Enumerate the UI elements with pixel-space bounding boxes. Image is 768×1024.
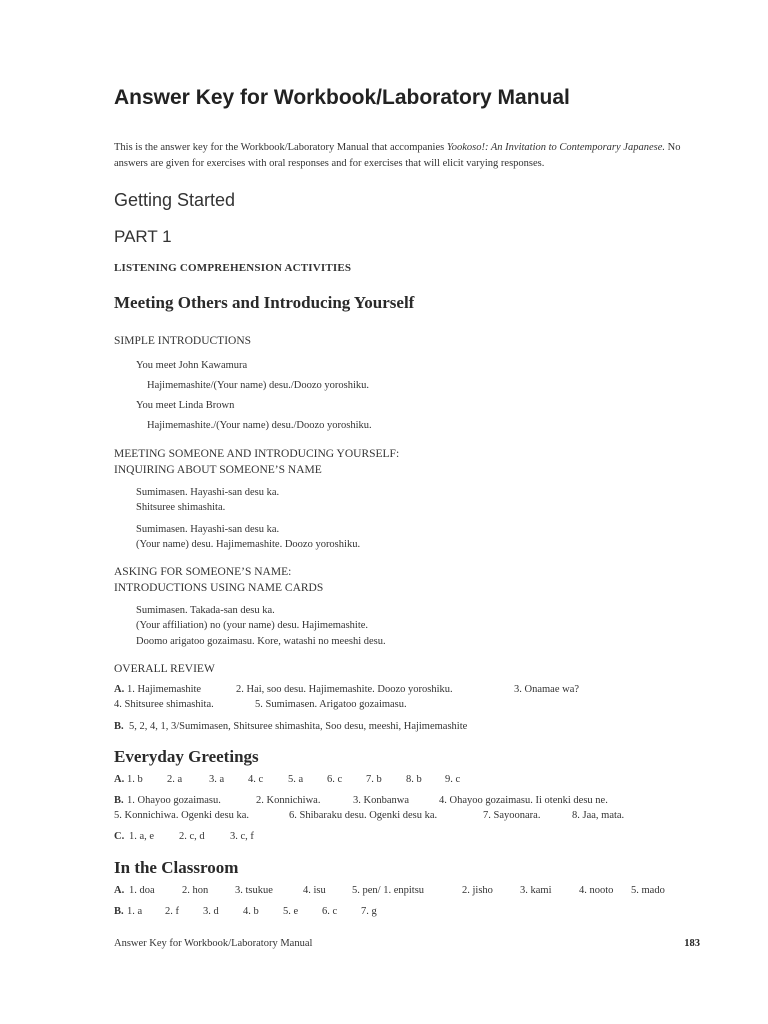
answer-item: 2. Konnichiwa.: [256, 795, 321, 806]
asking-line: Doomo arigatoo gozaimasu. Kore, watashi no meeshi desu.: [136, 636, 386, 647]
footer-title: Answer Key for Workbook/Laboratory Manual: [114, 938, 313, 949]
answer-item: 5. a: [288, 774, 304, 785]
answer-item: 7. g: [361, 906, 377, 917]
page-number: 183: [684, 938, 700, 949]
answer-item: 8. Jaa, mata.: [572, 810, 625, 821]
classroom-heading: In the Classroom: [114, 858, 239, 877]
greetings-b-row-1: [114, 795, 704, 810]
answer-item: 5. pen/ 1. enpitsu: [352, 885, 425, 896]
answer-item: 2. hon: [182, 885, 209, 896]
answer-item: 3. Onamae wa?: [514, 684, 580, 695]
answer-item: 7. b: [366, 774, 382, 785]
answer-item: 6. c: [322, 906, 338, 917]
review-b-row: [114, 721, 704, 736]
answer-item: 2. f: [165, 906, 179, 917]
page-title: Answer Key for Workbook/Laboratory Manual: [114, 86, 570, 109]
document-page: [114, 0, 704, 1024]
simple-intro-line: You meet John Kawamura: [136, 360, 248, 371]
intro-text-1: This is the answer key for the Workbook/Laboratory Manual that accompanies: [114, 142, 447, 153]
meeting-someone-line: Shitsuree shimashita.: [136, 502, 226, 513]
intro-text-2: No answers are given for exercises with oral responses and for exercises that will elicit varying responses.: [114, 142, 681, 169]
simple-intro-line: Hajimemashite./(Your name) desu./Doozo yoroshiku.: [147, 420, 372, 431]
meeting-someone-line: (Your name) desu. Hajimemashite. Doozo yoroshiku.: [136, 539, 361, 550]
answer-item: 5, 2, 4, 1, 3/Sumimasen, Shitsuree shimashita, Soo desu, meeshi, Hajimemashite: [129, 721, 468, 732]
meeting-someone-line: Sumimasen. Hayashi-san desu ka.: [136, 487, 280, 498]
answer-item: 8. b: [406, 774, 422, 785]
review-b-label: B.: [114, 721, 124, 732]
greetings-b-row-2: [114, 810, 704, 825]
classroom-a-row: [114, 885, 704, 900]
answer-item: 7. Sayoonara.: [483, 810, 541, 821]
answer-item: 4. isu: [303, 885, 326, 896]
section-label: LISTENING COMPREHENSION ACTIVITIES: [114, 262, 352, 274]
review-heading: OVERALL REVIEW: [114, 663, 215, 675]
answer-item: 5. Konnichiwa. Ogenki desu ka.: [114, 810, 250, 821]
answer-item: 5. e: [283, 906, 299, 917]
greetings-a-label: A.: [114, 774, 125, 785]
meeting-someone-line: Sumimasen. Hayashi-san desu ka.: [136, 524, 280, 535]
answer-item: 1. Hajimemashite: [127, 684, 202, 695]
answer-item: 1. doa: [129, 885, 155, 896]
answer-item: 2. Hai, soo desu. Hajimemashite. Doozo yoroshiku.: [236, 684, 453, 695]
review-a-row-1: [114, 684, 704, 699]
simple-intro-line: You meet Linda Brown: [136, 400, 235, 411]
greetings-c-label: C.: [114, 831, 125, 842]
answer-item: 6. Shibaraku desu. Ogenki desu ka.: [289, 810, 438, 821]
simple-intro-heading: SIMPLE INTRODUCTIONS: [114, 335, 252, 347]
meeting-heading: Meeting Others and Introducing Yourself: [114, 293, 415, 312]
asking-line: (Your affiliation) no (your name) desu. Hajimemashite.: [136, 620, 369, 631]
answer-item: 5. mado: [631, 885, 665, 896]
answer-item: 3. a: [209, 774, 225, 785]
asking-heading-2: INTRODUCTIONS USING NAME CARDS: [114, 582, 324, 594]
answer-item: 3. d: [203, 906, 219, 917]
greetings-a-row: [114, 774, 704, 789]
answer-item: 3. kami: [520, 885, 552, 896]
answer-item: 2. jisho: [462, 885, 493, 896]
part-heading: PART 1: [114, 227, 172, 246]
answer-item: 4. Shitsuree shimashita.: [114, 699, 214, 710]
answer-item: 1. a: [127, 906, 143, 917]
answer-item: 1. a, e: [129, 831, 155, 842]
answer-item: 4. Ohayoo gozaimasu. Ii otenki desu ne.: [439, 795, 608, 806]
asking-heading-1: ASKING FOR SOMEONE’S NAME:: [114, 566, 292, 578]
answer-item: 9. c: [445, 774, 461, 785]
answer-item: 3. c, f: [230, 831, 254, 842]
classroom-a-label: A.: [114, 885, 125, 896]
answer-item: 1. Ohayoo gozaimasu.: [127, 795, 221, 806]
chapter-heading: Getting Started: [114, 190, 236, 210]
review-a-label: A.: [114, 684, 125, 695]
classroom-b-row: [114, 906, 704, 921]
answer-item: 5. Sumimasen. Arigatoo gozaimasu.: [255, 699, 407, 710]
greetings-c-row: [114, 831, 704, 846]
answer-item: 6. c: [327, 774, 343, 785]
meeting-someone-heading-1: MEETING SOMEONE AND INTRODUCING YOURSELF:: [114, 448, 400, 460]
answer-item: 4. b: [243, 906, 259, 917]
asking-line: Sumimasen. Takada-san desu ka.: [136, 605, 275, 616]
classroom-b-label: B.: [114, 906, 124, 917]
answer-item: 2. c, d: [179, 831, 205, 842]
simple-intro-line: Hajimemashite/(Your name) desu./Doozo yoroshiku.: [147, 380, 370, 391]
intro-book-title: Yookoso!: An Invitation to Contemporary Japanese.: [446, 142, 665, 153]
answer-item: 2. a: [167, 774, 183, 785]
answer-item: 3. Konbanwa: [353, 795, 409, 806]
answer-item: 4. c: [248, 774, 264, 785]
answer-item: 1. b: [127, 774, 143, 785]
meeting-someone-heading-2: INQUIRING ABOUT SOMEONE’S NAME: [114, 464, 322, 476]
greetings-b-label: B.: [114, 795, 124, 806]
review-a-row-2: [114, 699, 704, 714]
answer-item: 4. nooto: [579, 885, 614, 896]
greetings-heading: Everyday Greetings: [114, 747, 259, 766]
answer-item: 3. tsukue: [235, 885, 273, 896]
intro-paragraph: [114, 140, 704, 172]
